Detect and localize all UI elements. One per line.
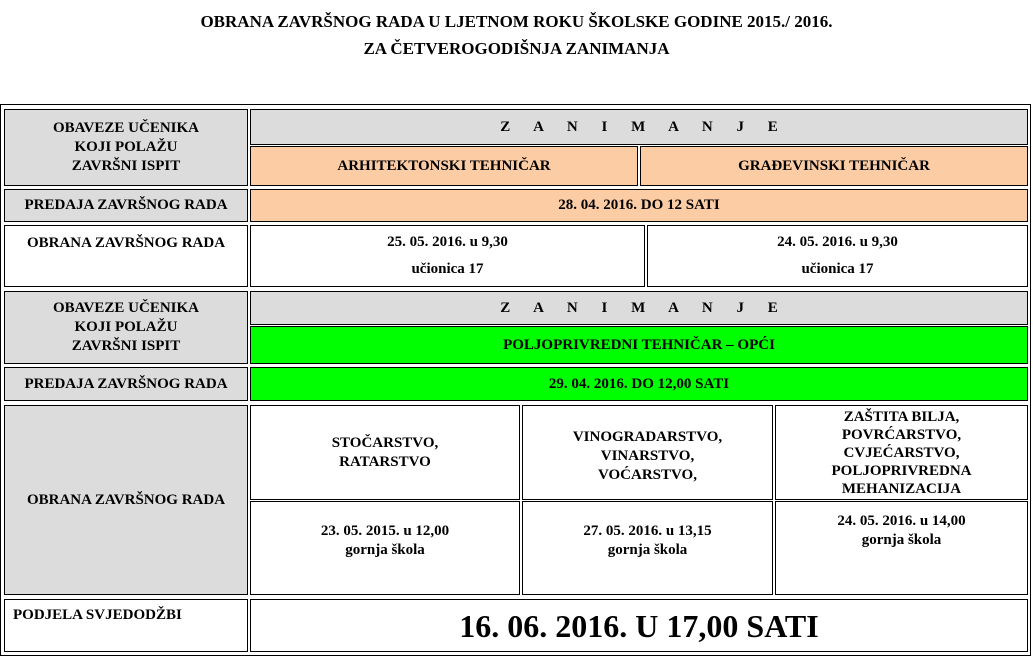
obrana-date: 23. 05. 2015. u 12,00 — [320, 523, 450, 539]
profession-arhitektonski: ARHITEKTONSKI TEHNIČAR — [250, 146, 638, 186]
svjedodzbe-label: PODJELA SVJEDODŽBI — [4, 599, 248, 652]
obrana-date: 24. 05. 2016. u 9,30 — [777, 234, 898, 250]
group-line: RATARSTVO — [339, 453, 431, 470]
profession-gradjevinski: GRAĐEVINSKI TEHNIČAR — [640, 146, 1028, 186]
obrana-place: učionica 17 — [411, 261, 484, 277]
profession-poljoprivredni: POLJOPRIVREDNI TEHNIČAR – OPĆI — [250, 326, 1028, 364]
group-line: STOČARSTVO, — [331, 434, 439, 451]
group-stocarstvo-date — [250, 501, 520, 595]
obrana-slot-gradjevinski — [647, 225, 1028, 287]
group-zastita-names — [775, 405, 1028, 500]
obrana-date: 24. 05. 2016. u 14,00 — [837, 513, 966, 529]
group-line: VINARSTVO, — [600, 448, 695, 464]
predaja-label-2: PREDAJA ZAVRŠNOG RADA — [4, 367, 248, 401]
obveze-line: OBAVEZE UČENIKA — [52, 300, 199, 316]
group-line: ZAŠTITA BILJA, — [843, 408, 960, 425]
obrana-place: gornja škola — [345, 542, 425, 558]
obveze-line: ZAVRŠNI ISPIT — [71, 158, 181, 174]
group-zastita-date — [775, 501, 1028, 595]
obrana-date: 25. 05. 2016. u 9,30 — [387, 234, 508, 250]
document-title-line-2: ZA ČETVEROGODIŠNJA ZANIMANJA — [363, 39, 670, 58]
group-line: POVRĆARSTVO, — [841, 426, 962, 443]
obveze-line: KOJI POLAŽU — [74, 139, 178, 155]
group-vinogradarstvo-names — [522, 405, 773, 500]
obrana-label-2: OBRANA ZAVRŠNOG RADA — [4, 405, 248, 595]
obveze-cell-1 — [4, 109, 248, 186]
obrana-place: učionica 17 — [801, 261, 874, 277]
obrana-label-1: OBRANA ZAVRŠNOG RADA — [4, 225, 248, 287]
group-vinogradarstvo-date — [522, 501, 773, 595]
svjedodzbe-value: 16. 06. 2016. U 17,00 SATI — [250, 599, 1028, 652]
document-title-line-1: OBRANA ZAVRŠNOG RADA U LJETNOM ROKU ŠKOLSKE GODINE 2015./ 2016. — [200, 12, 833, 31]
obrana-place: gornja škola — [861, 532, 942, 548]
obrana-slot-arhitektonski — [250, 225, 645, 287]
group-line: CVJEĆARSTVO, — [843, 444, 960, 461]
predaja-label-1: PREDAJA ZAVRŠNOG RADA — [4, 189, 248, 222]
group-line: POLJOPRIVREDNA — [831, 462, 972, 479]
obveze-line: ZAVRŠNI ISPIT — [71, 338, 181, 354]
zanimanje-header-2: Z A N I M A N J E — [250, 291, 1028, 325]
obrana-place: gornja škola — [607, 542, 688, 558]
group-line: VINOGRADARSTVO, — [572, 429, 723, 445]
obveze-cell-2 — [4, 291, 248, 364]
predaja-value-1: 28. 04. 2016. DO 12 SATI — [250, 189, 1028, 222]
predaja-value-2: 29. 04. 2016. DO 12,00 SATI — [250, 367, 1028, 401]
obveze-line: KOJI POLAŽU — [74, 319, 178, 335]
obveze-line: OBAVEZE UČENIKA — [52, 120, 199, 136]
zanimanje-header-1: Z A N I M A N J E — [250, 109, 1028, 145]
group-line: MEHANIZACIJA — [841, 480, 962, 497]
group-line: VOĆARSTVO, — [597, 467, 697, 483]
group-stocarstvo-names — [250, 405, 520, 500]
obrana-date: 27. 05. 2016. u 13,15 — [583, 523, 712, 539]
